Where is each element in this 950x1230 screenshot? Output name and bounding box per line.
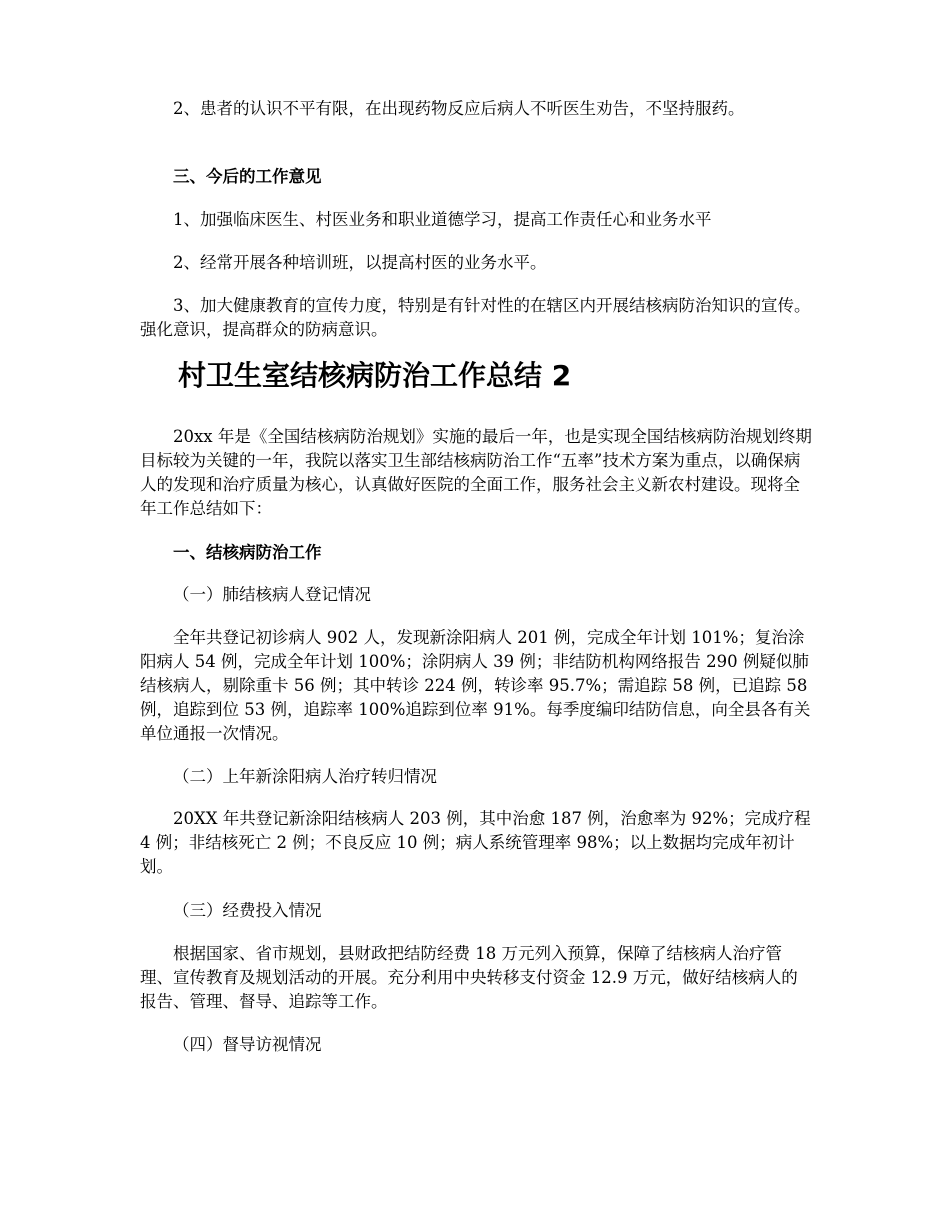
document-heading-2: 村卫生室结核病防治工作总结 2 [178,359,572,392]
paragraph-treatment-outcome: 20XX 年共登记新涂阳结核病人 203 例，其中治愈 187 例，治愈率为 92%；完成疗程 4 例；非结核死亡 2 例；不良反应 10 例；病人系统管理率 98%；以上数据均完成年初计划。 [140,809,811,876]
paragraph-patient-awareness: 2、患者的认识不平有限，在出现药物反应后病人不听医生劝告，不坚持服药。 [173,99,745,118]
section-heading-tb-prevention: 一、结核病防治工作 [173,543,322,562]
subsection-funding: （三）经费投入情况 [173,901,322,920]
paragraph-intro: 20xx 年是《全国结核病防治规划》实施的最后一年，也是实现全国结核病防治规划终期目标较为关键的一年，我院以落实卫生部结核病防治工作“五率”技术方案为重点，以确保病人的发现和治疗质量为核心，认真做好医院的全面工作，服务社会主义新农村建设。现将全年工作总结如下： [140,427,812,518]
paragraph-funding: 根据国家、省市规划，县财政把结防经费 18 万元列入预算，保障了结核病人治疗管理、宣传教育及规划活动的开展。充分利用中央转移支付资金 12.9 万元，做好结核病人的报告、管理、督导、追踪等工作。 [140,944,798,1011]
section-heading-future-work: 三、今后的工作意见 [173,167,322,186]
subsection-registration: （一）肺结核病人登记情况 [173,585,371,604]
paragraph-future-3: 3、加大健康教育的宣传力度，特别是有针对性的在辖区内开展结核病防治知识的宣传。强化意识，提高群众的防病意识。 [140,296,811,339]
paragraph-registration: 全年共登记初诊病人 902 人，发现新涂阳病人 201 例，完成全年计划 101%；复治涂阳病人 54 例，完成全年计划 100%；涂阴病人 39 例；非结防机构网络报告 290 例疑似肺结核病人，剔除重卡 56 例；其中转诊 224 例，转诊率 95.7%；需追踪 58 例，已追踪 58 例，追踪到位 53 例，追踪率 100%追踪到位率 91%。每季度编印结防信息，向全县各有关单位通报一次情况。 [140,628,811,743]
paragraph-future-2: 2、经常开展各种培训班，以提高村医的业务水平。 [173,253,547,272]
subsection-treatment-outcome: （二）上年新涂阳病人治疗转归情况 [173,767,437,786]
subsection-supervision: （四）督导访视情况 [173,1035,322,1054]
paragraph-future-1: 1、加强临床医生、村医业务和职业道德学习，提高工作责任心和业务水平 [173,210,712,229]
